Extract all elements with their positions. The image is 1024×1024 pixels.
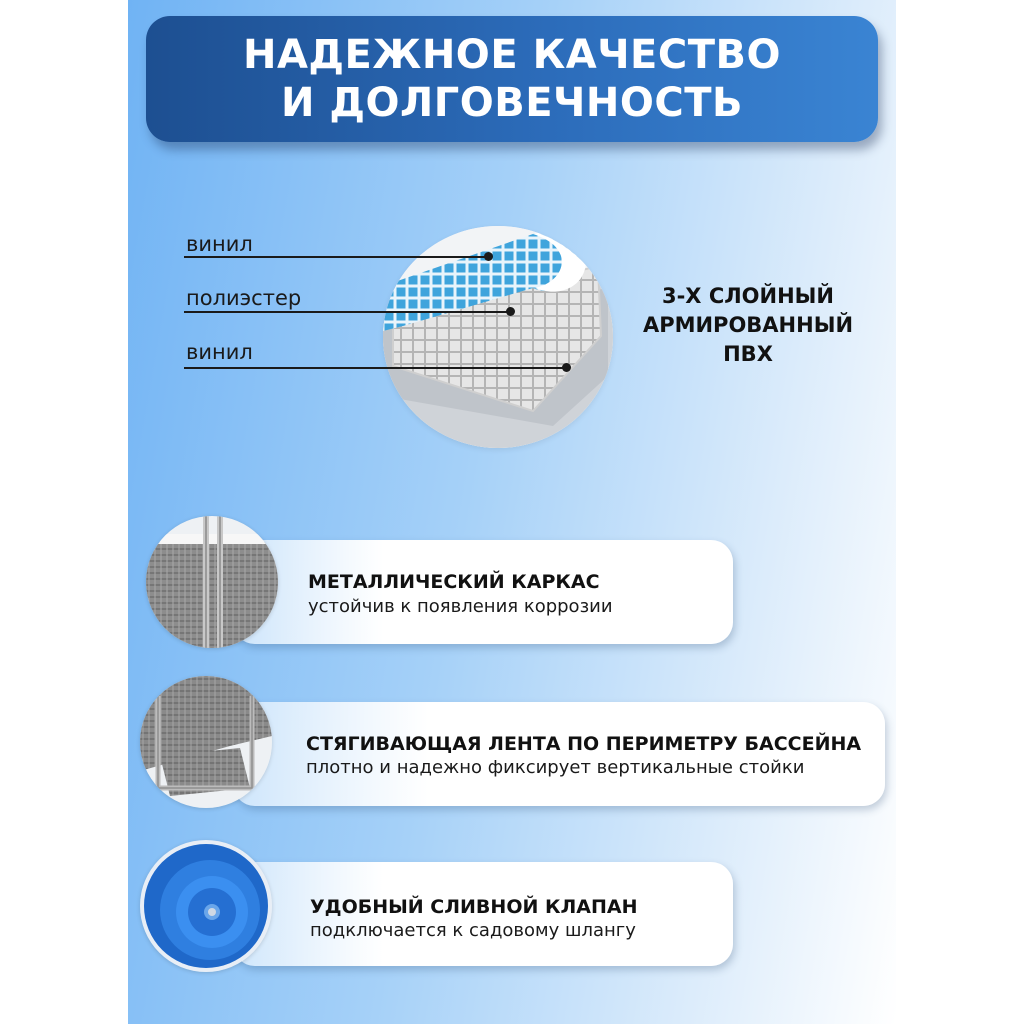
- layer-leader-line-1: [184, 256, 488, 258]
- material-description: [628, 282, 868, 369]
- layer-leader-line-2: [184, 311, 510, 313]
- layer-label-vinyl-top: винил: [186, 232, 253, 256]
- material-line1: 3-Х СЛОЙНЫЙ: [661, 284, 835, 308]
- layer-leader-dot-2: [506, 307, 515, 316]
- layer-leader-dot-1: [484, 252, 493, 261]
- feature-desc-drain-valve: подключается к садовому шлангу: [310, 920, 636, 941]
- feature-desc-band: плотно и надежно фиксирует вертикальные стойки: [306, 757, 805, 778]
- feature-title-metal-frame: МЕТАЛЛИЧЕСКИЙ КАРКАС: [308, 571, 600, 593]
- layer-label-vinyl-bottom: винил: [186, 340, 253, 364]
- band-photo: [140, 676, 272, 808]
- header-title-line1: НАДЕЖНОЕ КАЧЕСТВО: [242, 32, 781, 78]
- metal-frame-photo: [146, 516, 278, 648]
- product-infographic: [128, 0, 896, 1024]
- feature-desc-metal-frame: устойчив к появления коррозии: [308, 596, 613, 617]
- layer-leader-dot-3: [562, 363, 571, 372]
- feature-title-drain-valve: УДОБНЫЙ СЛИВНОЙ КЛАПАН: [310, 896, 638, 918]
- feature-title-band: СТЯГИВАЮЩАЯ ЛЕНТА ПО ПЕРИМЕТРУ БАССЕЙНА: [306, 733, 862, 755]
- material-line3: ПВХ: [723, 342, 773, 366]
- layer-label-polyester: полиэстер: [186, 286, 302, 310]
- header-title-line2: И ДОЛГОВЕЧНОСТЬ: [281, 80, 743, 126]
- material-line2: АРМИРОВАННЫЙ: [642, 313, 854, 337]
- layer-leader-line-3: [184, 367, 566, 369]
- drain-valve-photo: [140, 840, 272, 972]
- header-banner: [146, 16, 878, 142]
- material-layers-image: [383, 226, 613, 448]
